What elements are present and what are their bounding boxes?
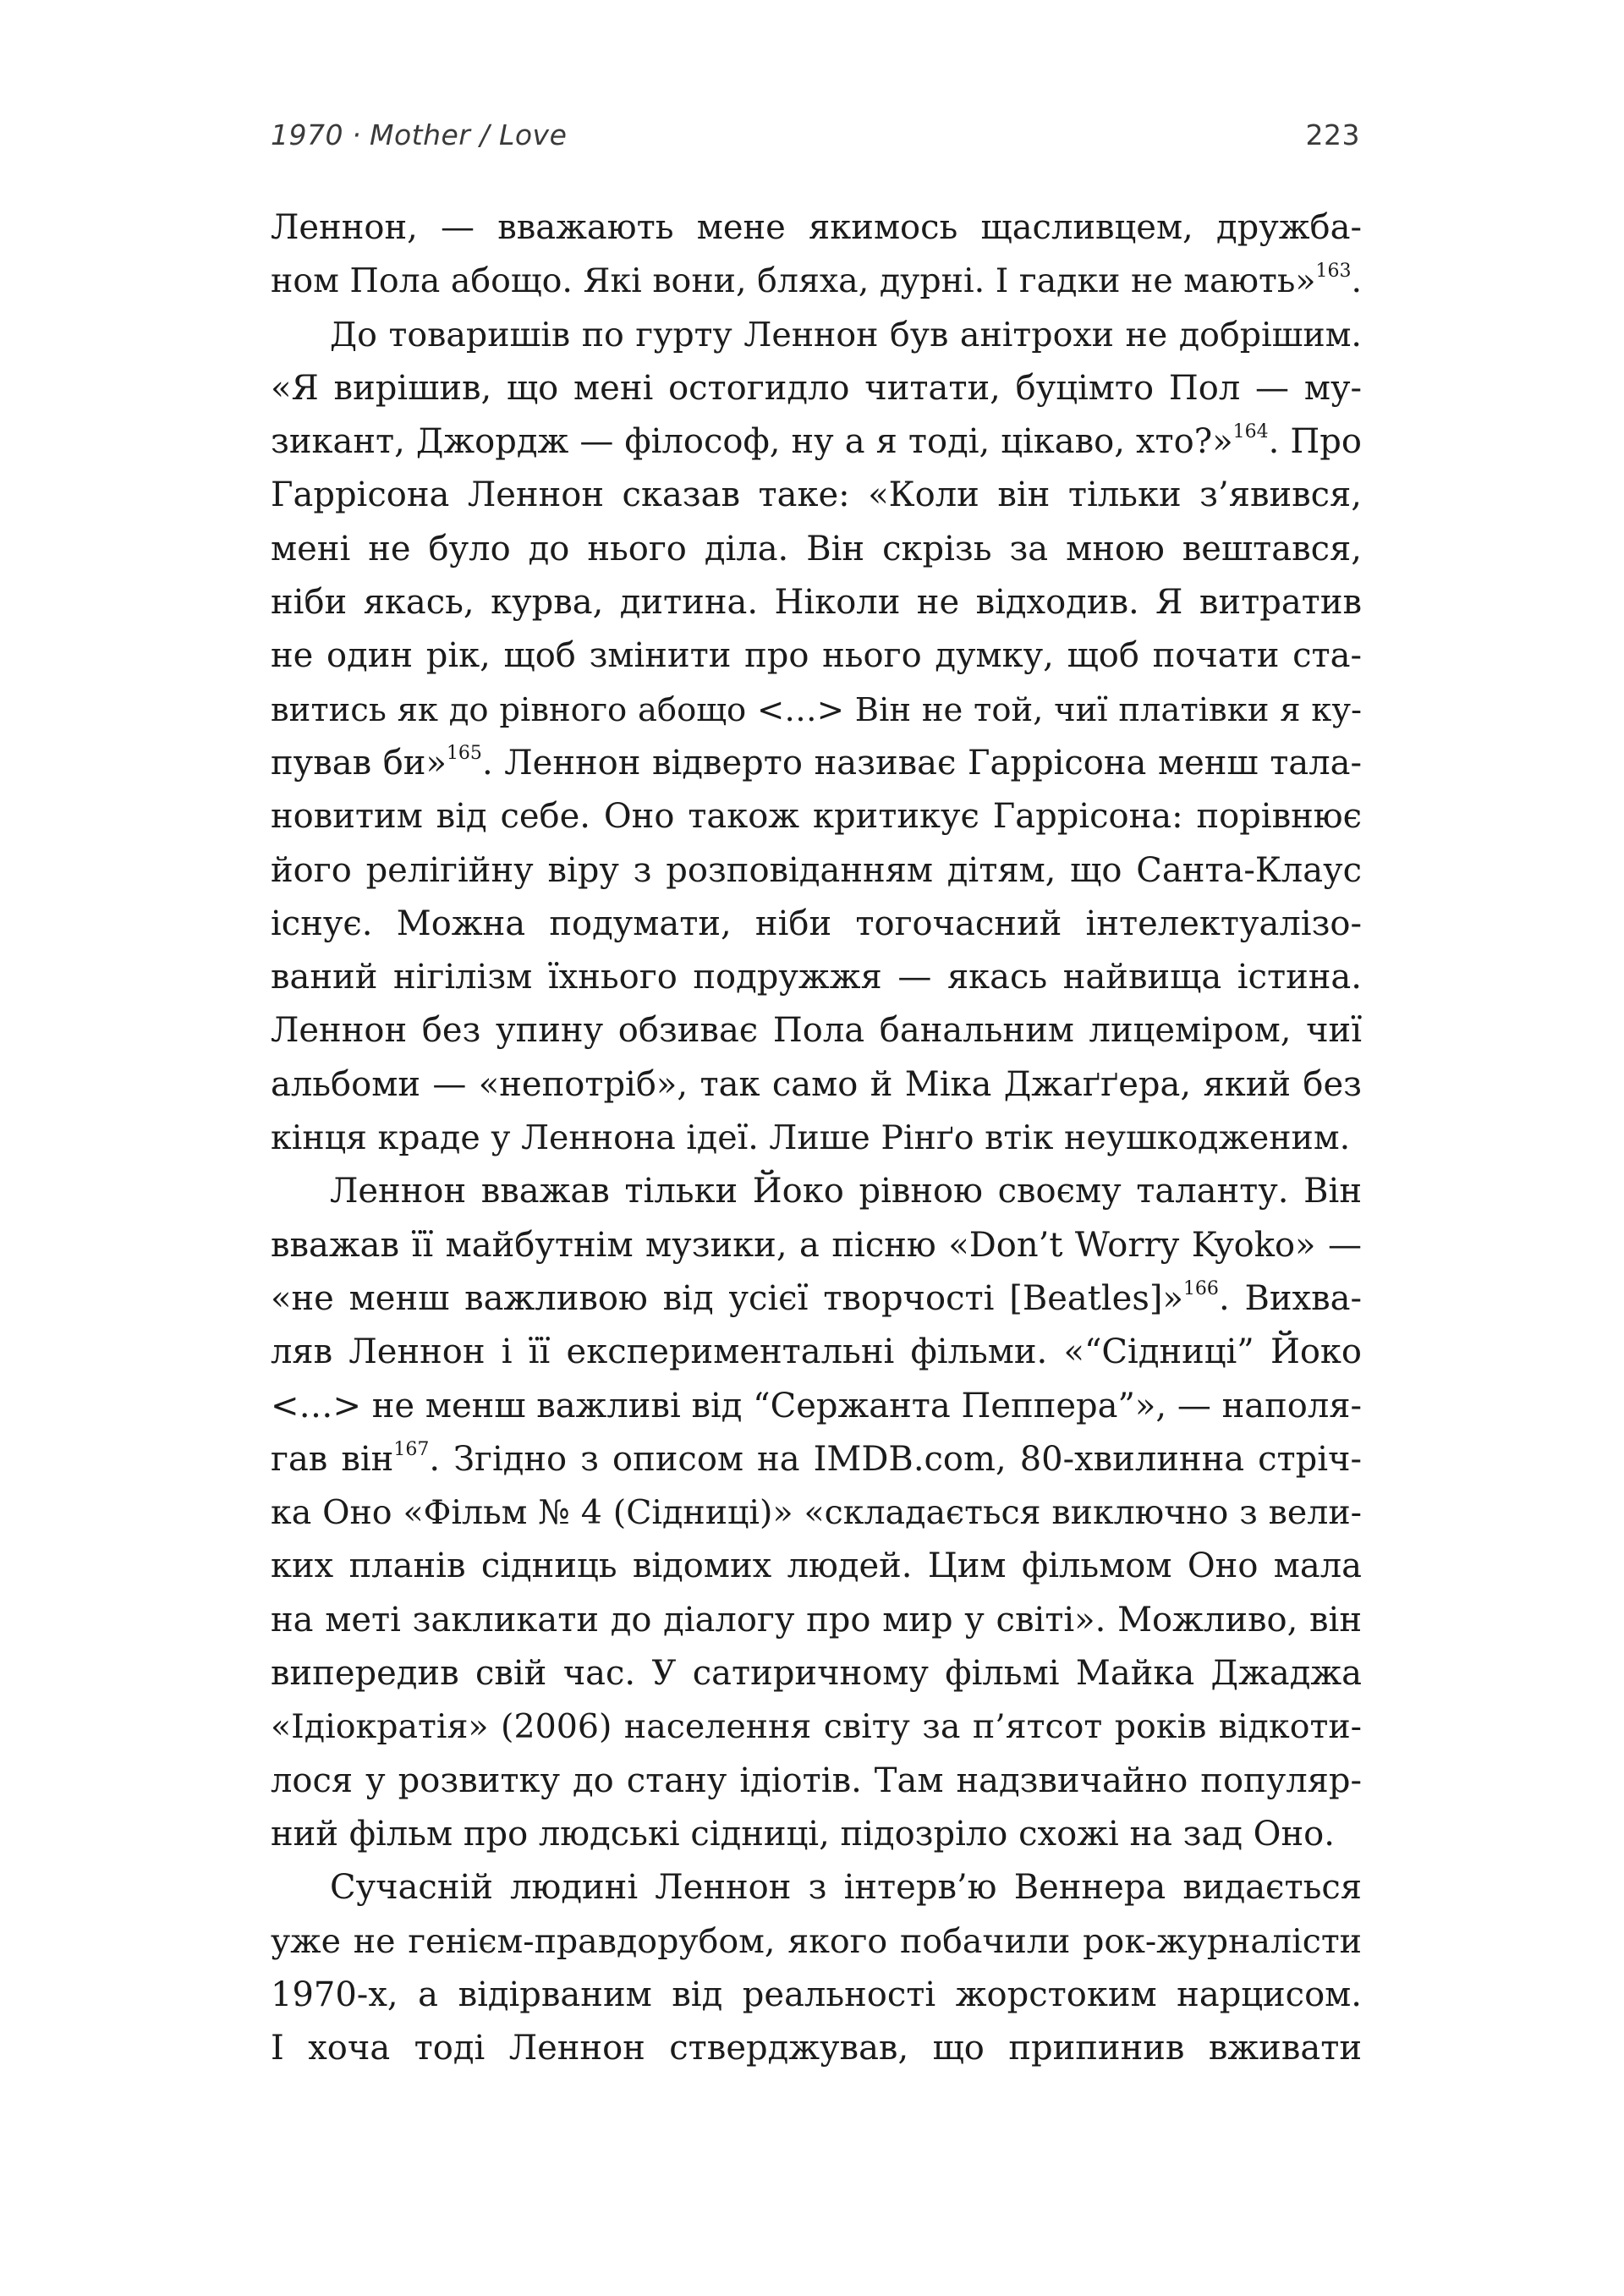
footnote-ref: 167	[393, 1438, 430, 1460]
text-line: існує. Можна подумати, ніби тогочасний інтелектуалізо-	[271, 904, 1362, 943]
text-line: гав він$^{167}$. Згідно з описом на IMDB.com, 80-хвилинна стріч-	[271, 1438, 1363, 1479]
text-line: мені не було до нього діла. Він скрізь за мною вештався,	[271, 529, 1362, 569]
text-line: на меті закликати до діалогу про мир у світі». Можливо, він	[271, 1600, 1362, 1640]
text-line: «не менш важливою від усієї творчості [Beatles]»$^{166}$. Вихва-	[271, 1277, 1362, 1318]
text-line: альбоми — «непотріб», так само й Міка Джаґґера, який без	[271, 1064, 1362, 1104]
text-line: <…> не менш важливі від “Сержанта Пеппера”», — наполя-	[271, 1386, 1362, 1425]
text-line: пував би»$^{165}$. Леннон відверто називає Гаррісона менш тала-	[271, 742, 1362, 783]
running-head-chapter-title: Mother / Love	[369, 118, 568, 151]
text-line: ка Оно «Фільм № 4 (Сідниці)» «складається виключно з вели-	[271, 1493, 1362, 1533]
paragraph-first-line: До товаришів по гурту Леннон був анітрохи не добрішим.	[330, 315, 1362, 354]
text-line: ний фільм про людські сідниці, підозріло схожі на зад Оно.	[271, 1814, 1335, 1854]
footnote-ref: 164	[1232, 421, 1269, 443]
text-line: не один рік, щоб змінити про нього думку, щоб почати ста-	[271, 636, 1362, 676]
text-line: Леннон, — вважають мене якимось щасливцем, дружба-	[271, 208, 1362, 247]
text-line: ном Пола абощо. Які вони, бляха, дурні. І гадки не мають»$^{163}$.	[271, 261, 1363, 301]
page-number: 223	[1305, 118, 1360, 151]
text-line: «Я вирішив, що мені остогидло читати, буцімто Пол — му-	[271, 368, 1362, 408]
running-head	[271, 118, 1360, 159]
text-line: Леннон без упину обзиває Пола банальним лицеміром, чиї	[271, 1011, 1362, 1051]
body-text	[271, 201, 1362, 2075]
text-line: ких планів сідниць відомих людей. Цим фільмом Оно мала	[271, 1546, 1362, 1586]
text-line: «Ідіократія» (2006) населення світу за п’ятсот років відкоти-	[271, 1707, 1362, 1747]
text-line: ваний нігілізм їхнього подружжя — якась найвища істина.	[271, 958, 1362, 997]
text-line: випередив свій час. У сатиричному фільмі Майка Джаджа	[271, 1654, 1362, 1694]
footnote-ref: 166	[1182, 1277, 1219, 1299]
running-head-separator: ·	[351, 118, 361, 151]
text-line: лося у розвитку до стану ідіотів. Там надзвичайно популяр-	[271, 1760, 1362, 1800]
text-line: новитим від себе. Оно також критикує Гаррісона: порівнює	[271, 797, 1362, 837]
text-line: І хоча тоді Леннон стверджував, що припинив вживати	[271, 2029, 1362, 2068]
footnote-ref: 165	[446, 742, 482, 764]
paragraph-first-line: Леннон вважав тільки Йоко рівною своєму таланту. Він	[330, 1172, 1362, 1211]
text-line: 1970-х, а відірваним від реальності жорстоким нарцисом.	[271, 1975, 1362, 2014]
text-line: ляв Леннон і її експериментальні фільми. «“Сідниці” Йоко	[271, 1332, 1362, 1372]
text-line: його релігійну віру з розповіданням дітям, що Санта-Клаус	[271, 850, 1362, 890]
footnote-ref: 163	[1315, 261, 1352, 283]
text-line: уже не генієм-правдорубом, якого побачили рок-журналісти	[271, 1921, 1362, 1961]
text-line: ніби якась, курва, дитина. Ніколи не відходив. Я витратив	[271, 583, 1362, 623]
text-line: кінця краде у Леннона ідеї. Лише Рінґо втік неушкодженим.	[271, 1118, 1351, 1158]
running-head-title	[271, 118, 567, 151]
text-line: вважав її майбутнім музики, а пісню «Don’t Worry Kyoko» —	[271, 1225, 1362, 1265]
text-line: зикант, Джордж — філософ, ну а я тоді, цікаво, хто?»$^{164}$. Про	[271, 421, 1362, 462]
paragraph-first-line: Сучасній людині Леннон з інтерв’ю Веннера видається	[330, 1868, 1362, 1908]
running-head-year: 1970	[271, 118, 343, 151]
text-line: витись як до рівного абощо <…> Він не той, чиї платівки я ку-	[271, 690, 1362, 729]
text-line: Гаррісона Леннон сказав таке: «Коли він тільки з’явився,	[271, 475, 1362, 515]
